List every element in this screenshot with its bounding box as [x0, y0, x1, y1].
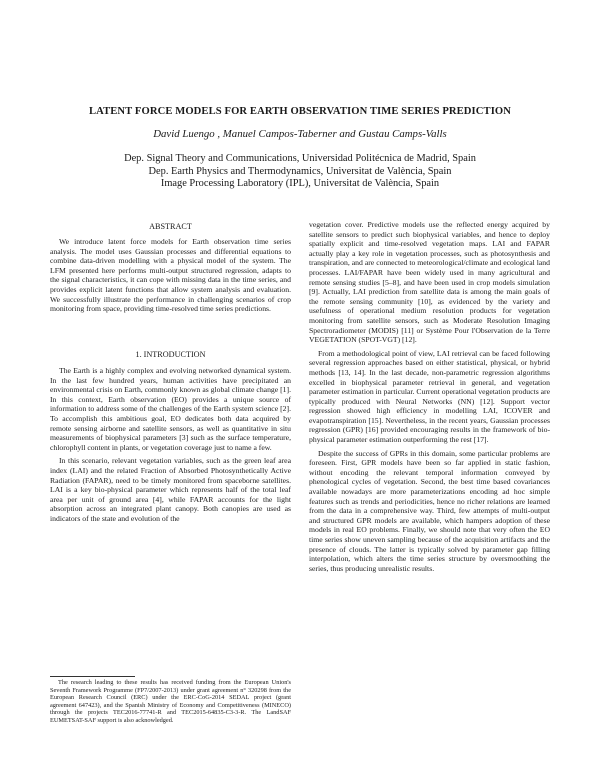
affiliation-2: Dep. Earth Physics and Thermodynamics, Universitat de València, Spain [148, 165, 452, 177]
paper-authors: David Luengo , Manuel Campos-Taberner and Gustau Camps-Valls [153, 128, 447, 140]
paper-title: LATENT FORCE MODELS FOR EARTH OBSERVATION TIME SERIES PREDICTION [88, 106, 512, 117]
introduction-left-column [50, 366, 291, 524]
abstract-text: We introduce latent force models for Earth observation time series analysis. The model uses Gaussian processes and differential equations to combine data-driven modelling with a physical model of the system. The LFM presented here performs multi-output structured regression, adapts to the signal characteristics, it can cope with missing data in the time series, and provides explicit latent functions that allow system analysis and evaluation. We successfully illustrate the performance in challenging scenarios of crop monitoring from space, providing time-resolved time series predictions. [50, 237, 291, 314]
right-paragraph-1: vegetation cover. Predictive models use the reflected energy acquired by satellite sensors to predict such biophysical variables, and hence to deploy spatially explicit and time-resolved vegetation maps. LAI and FAPAR actually play a key role in vegetation processes, such as photosynthesis and transpiration, and are connected to meteorological/climate and ecological land processes. LAI/FAPAR have been widely used in many agricultural and remote sensing studies [5–8], and have been used in crop models simulation [9]. Actually, LAI prediction from satellite data is among the main goals of the remote sensing community [10], as evidenced by the variety and usefulness of operational medium resolution products for vegetation monitoring from satellite sensors, such as Moderate Resolution Imaging Spectroradiometer (MODIS) [11] or Système Pour l'Observation de la Terre VEGETATION (SPOT-VGT) [12]. [309, 220, 550, 345]
right-paragraph-3: Despite the success of GPRs in this domain, some particular problems are foreseen. First, GPR models have been so far applied in static fashion, without encoding the relevant temporal information conveyed by phenological cycles of vegetation. Second, the best time based covariances available nowadays are more parameterizations encoding ad hoc simple features such as trends and periodicities, hence no richer relations are learned from the data in a comprehensive way. Third, few attempts of multi-output and structured GPR models are available, which hampers adoption of these models in real EO problems. Finally, we should note that very often the EO time series show uneven sampling because of the acquisition artifacts and the presence of clouds. The latter is typically solved by parameter gap filling interpolation, which alters the time series structure by oversmoothing the series, thus producing unrealistic results. [309, 448, 550, 573]
affiliation-3: Image Processing Laboratory (IPL), Universitat de València, Spain [160, 178, 440, 190]
right-column [309, 220, 550, 573]
affiliations [0, 153, 600, 191]
intro-paragraph-2: In this scenario, relevant vegetation variables, such as the green leaf area index (LAI) and the related Fraction of Absorbed Photosynthetically Active Radiation (FAPAR), need to be timely monitored from spaceborne satellites. LAI is a key bio-physical parameter which represents half of the total leaf area per unit of ground area [4], while FAPAR accounts for the light absorption across an integrated plant canopy. Both canopies are used as indicators of the state and evolution of the [50, 456, 291, 523]
footnote-rule [50, 676, 135, 677]
footnote-text: The research leading to these results has received funding from the European Union's Seventh Framework Programme (FP7/2007-2013) under grant agreement n° 320298 from the European Research Council (ERC) under the ERC-CoG-2014 SEDAL project (grant agreement 647423), and the Spanish Ministry of Economy and Competitiveness (MINECO) through the projects TEC2016-77741-R and TEC2015-64835-C3-3-R. The LandSAF EUMETSAT-SAF support is also acknowledged. [50, 679, 291, 724]
affiliation-1: Dep. Signal Theory and Communications, Universidad Politécnica de Madrid, Spain [124, 153, 476, 164]
abstract-body [50, 237, 291, 314]
introduction-heading: 1. INTRODUCTION [135, 350, 206, 359]
funding-footnote [50, 679, 291, 725]
right-paragraph-2: From a methodological point of view, LAI retrieval can be faced following several regression approaches based on either statistical, physical, or hybrid methods [13, 14]. In the last decade, non-parametric regression algorithms excelled in biophysical parameter retrieval in general, and vegetation parameter estimation in particular. Current operational vegetation products are typically produced with Neural Networks (NN) [12]. Support vector regression showed high efficiency in modelling LAI, ICOVER and evapotranspiration [15]. Nevertheless, in the recent years, Gaussian processes regression (GPR) [16] provided encouraging results in the framework of bio-physical parameter estimation outperforming the rest [17]. [309, 348, 550, 445]
intro-paragraph-1: The Earth is a highly complex and evolving networked dynamical system. In the last few hundred years, human activities have precipitated an environmental crisis on Earth, commonly known as global climate change [1]. In this context, Earth observation (EO) provides a unique source of information to address some of the challenges of the Earth system science [2]. To accomplish this ambitious goal, EO dedicates both data acquired by remote sensing airborne and satellite sensors, as well as quantitative in situ measurements of biophysical parameters [3] such as the surface temperature, chlorophyll content in plants, or vegetation coverage just to name a few. [50, 366, 291, 452]
abstract-heading: ABSTRACT [149, 222, 192, 231]
